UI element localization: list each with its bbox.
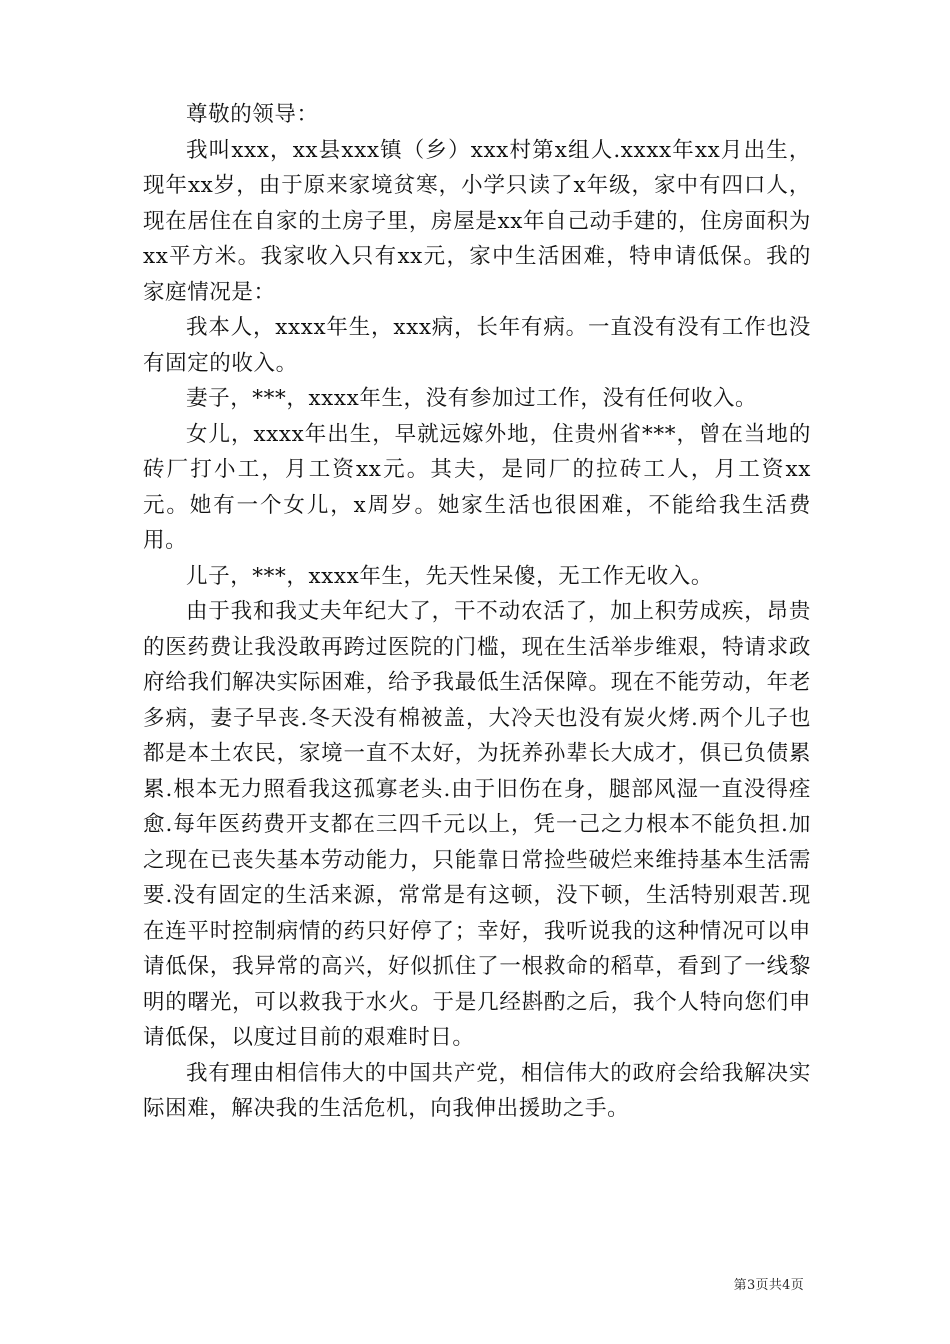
paragraph-son: 儿子，***，xxxx年生，先天性呆傻，无工作无收入。	[186, 563, 713, 589]
paragraph-introduction: 我叫xxx，xx县xxx镇（乡）xxx村第x组人.xxxx年xx月出生，现年xx岁，由于原来家境贫寒，小学只读了x年级，家中有四口人，现在居住在自家的土房子里，房屋是xx年自己动手建的，住房面积为xx平方米。我家收入只有xx元，家中生活困难，特申请低保。我的家庭情况是：	[143, 137, 811, 305]
letter-salutation: 尊敬的领导：	[186, 102, 319, 127]
paragraph-hardship: 由于我和我丈夫年纪大了，干不动农活了，加上积劳成疾，昂贵的医药费让我没敢再跨过医院的门槛，现在生活举步维艰，特请求政府给我们解决实际困难，给予我最低生活保障。现在不能劳动，年老多病，妻子早丧.冬天没有棉被盖，大冷天也没有炭火烤.两个儿子也都是本土农民，家境一直不太好，为抚养孙辈长大成才，俱已负债累累.根本无力照看我这孤寡老头.由于旧伤在身，腿部风湿一直没得痊愈.每年医药费开支都在三四千元以上，凭一己之力根本不能负担.加之现在已丧失基本劳动能力，只能靠日常捡些破烂来维持基本生活需要.没有固定的生活来源，常常是有这顿，没下顿，生活特别艰苦.现在连平时控制病情的药只好停了；幸好，我听说我的这种情况可以申请低保，我异常的高兴，好似抓住了一根救命的稻草，看到了一线黎明的曙光，可以救我于水火。于是几经斟酌之后，我个人特向您们申请低保，以度过目前的艰难时日。	[143, 599, 811, 1050]
paragraph-self: 我本人，xxxx年生，xxx病，长年有病。一直没有没有工作也没有固定的收入。	[143, 315, 811, 376]
letter-body	[143, 97, 811, 1127]
paragraph-closing: 我有理由相信伟大的中国共产党，相信伟大的政府会给我解决实际困难，解决我的生活危机，向我伸出援助之手。	[143, 1060, 811, 1121]
paragraph-wife: 妻子，***，xxxx年生，没有参加过工作，没有任何收入。	[186, 386, 758, 411]
paragraph-daughter: 女儿，xxxx年出生，早就远嫁外地，住贵州省***，曾在当地的砖厂打小工，月工资xx元。其夫，是同厂的拉砖工人，月工资xx元。她有一个女儿，x周岁。她家生活也很困难，不能给我生活费用。	[143, 421, 811, 553]
page-number-footer: 第3页共4页	[733, 1278, 804, 1293]
